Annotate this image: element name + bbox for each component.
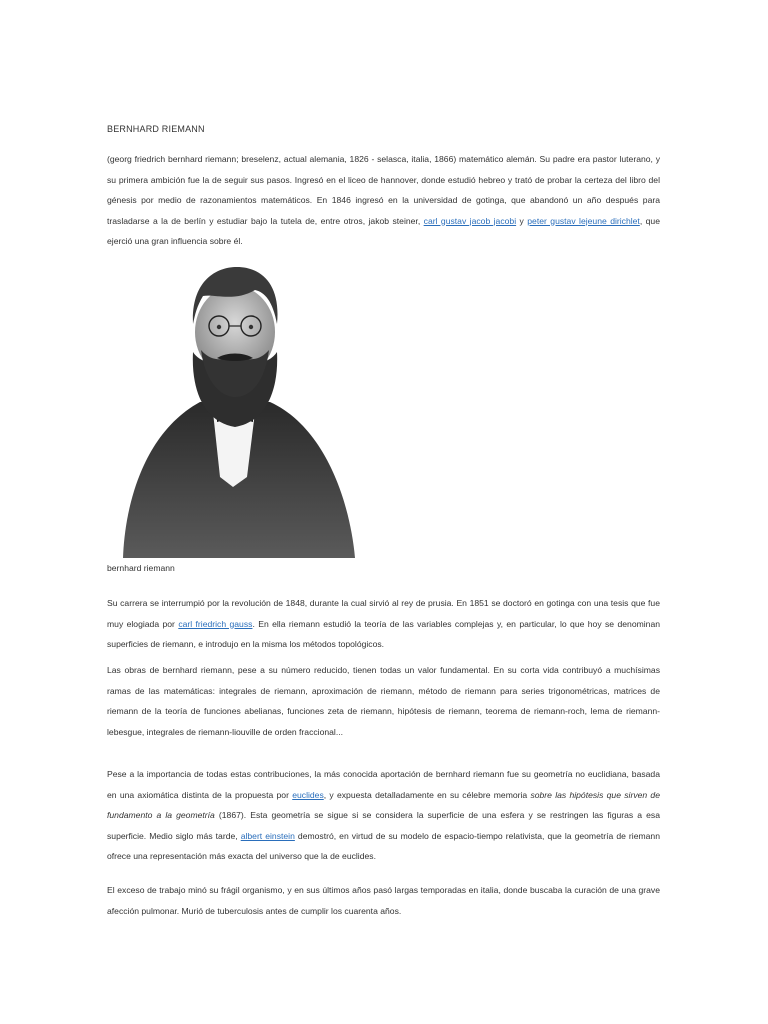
link-dirichlet[interactable]: peter gustav lejeune dirichlet [527, 215, 640, 226]
paragraph-text: . En ella riemann estudió la teoría de las variables complejas y, en particular, lo que hoy se denominan superficies de riemann, e introdujo en la misma los métodos topológicos. [107, 618, 660, 649]
paragraph-geometry [107, 764, 660, 867]
paragraph-career [107, 593, 660, 655]
link-gauss[interactable]: carl friedrich gauss [178, 618, 253, 629]
paragraph-text: demostró, en virtud de su modelo de espacio-tiempo relativista, que la geometría de riemann ofrece una representación más exacta del universo que la de euclides. [107, 830, 660, 861]
article-title: BERNHARD RIEMANN [107, 124, 205, 134]
paragraph-text: Su carrera se interrumpió por la revolución de 1848, durante la cual sirvió al rey de prusia. En 1851 se doctoró en gotinga con una tesis que fue muy elogiada por [107, 598, 660, 629]
link-euclides[interactable]: euclides [292, 789, 324, 800]
memoir-title: sobre las hipótesis que sirven de fundamento a la geometría [107, 789, 660, 820]
paragraph-text: (1867). Esta geometría se sigue si se considera la superficie de una esfera y se restringen las figuras a esa superficie. Medio siglo más tarde, [107, 810, 660, 841]
paragraph-text: y [516, 215, 528, 226]
image-caption: bernhard riemann [107, 563, 175, 573]
paragraph-death: El exceso de trabajo minó su frágil organismo, y en sus últimos años pasó largas temporadas en italia, donde buscaba la curación de una grave afección pulmonar. Murió de tuberculosis antes de cumplir los cuarenta años. [107, 885, 660, 916]
paragraph-text: Pese a la importancia de todas estas contribuciones, la más conocida aportación de bernhard riemann fue su geometría no euclidiana, basada en una axiomática distinta de la propuesta por [107, 769, 660, 800]
link-jacobi[interactable]: carl gustav jacob jacobi [423, 215, 517, 226]
paragraph-works: Las obras de bernhard riemann, pese a su número reducido, tienen todas un valor fundamental. En su corta vida contribuyó a muchísimas ramas de las matemáticas: integrales de riemann, aproximación de riemann, método de riemann para series trigonométricas, matrices de riemann de la teoría de funciones abelianas, funciones zeta de riemann, hipótesis de riemann, teorema de riemann-roch, lema de riemann-lebesgue, integrales de riemann-liouville de orden fraccional... [107, 665, 660, 737]
portrait-image [105, 262, 363, 558]
paragraph-text: , que ejerció una gran influencia sobre él. [107, 215, 660, 246]
paragraph-text: (georg friedrich bernhard riemann; breselenz, actual alemania, 1826 - selasca, italia, 1866) matemático alemán. Su padre era pastor luterano, y su primera ambición fue la de seguir sus pasos. Ingresó en el liceo de hannover, donde estudió hebreo y trató de probar la certeza del libro del génesis por medio de razonamientos matemáticos. En 1846 ingresó en la universidad de gotinga, que abandonó un año después para trasladarse a la de berlín y estudiar bajo la tutela de, entre otros, jakob steiner, [107, 154, 660, 226]
paragraph-text: , y expuesta detalladamente en su célebre memoria [323, 789, 531, 800]
paragraph-intro [107, 149, 660, 252]
link-einstein[interactable]: albert einstein [240, 830, 295, 841]
